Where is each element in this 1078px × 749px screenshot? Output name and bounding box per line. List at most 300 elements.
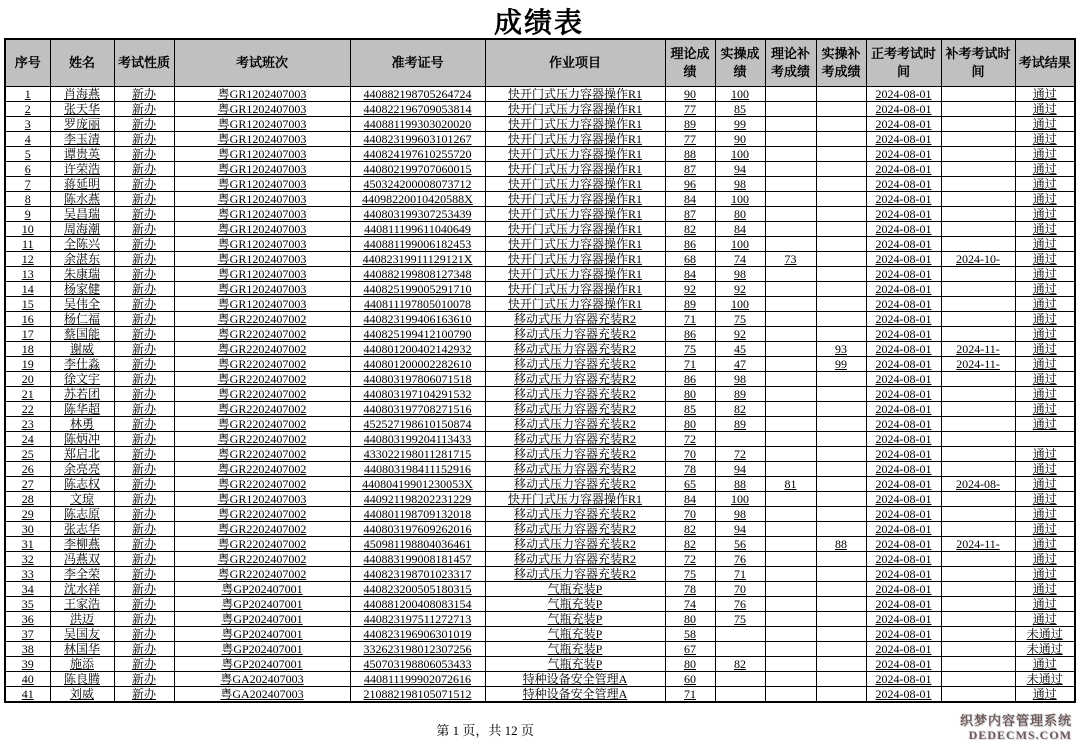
cell-value: 新办 [131, 417, 156, 431]
table-cell [816, 282, 866, 297]
cell-value: 440811199611040649 [364, 222, 471, 236]
cell-value: 85 [684, 402, 696, 416]
cell-value: 2024-08-01 [875, 447, 932, 461]
table-cell [941, 327, 1015, 342]
table-cell [114, 447, 174, 462]
cell-value: 移动式压力容器充装R2 [513, 477, 636, 491]
col-header-work-project: 作业项目 [485, 39, 665, 87]
table-cell [665, 492, 715, 507]
table-cell [866, 657, 941, 672]
table-cell [5, 402, 50, 417]
cell-value: 移动式压力容器充装R2 [513, 372, 636, 386]
cell-value: 新办 [131, 447, 156, 461]
table-cell [1015, 222, 1075, 237]
table-cell [765, 672, 816, 687]
cell-value: 440823196906301019 [363, 627, 472, 641]
cell-value: 452527198610150874 [363, 417, 472, 431]
cell-value: 通过 [1032, 582, 1057, 596]
table-row [5, 507, 1075, 522]
table-cell [941, 402, 1015, 417]
table-cell [866, 177, 941, 192]
table-cell [5, 417, 50, 432]
table-cell [765, 552, 816, 567]
table-cell [866, 117, 941, 132]
table-row [5, 342, 1075, 357]
table-cell [941, 597, 1015, 612]
cell-value: 84 [684, 267, 696, 281]
table-cell [866, 522, 941, 537]
cell-value: 施添 [69, 657, 94, 671]
cell-value: 快开门式压力容器操作R1 [507, 222, 642, 236]
table-cell [715, 267, 765, 282]
table-row [5, 87, 1075, 102]
cell-value: 粤GR2202407002 [217, 477, 307, 491]
cell-value: 20 [21, 372, 34, 386]
table-cell [866, 102, 941, 117]
cell-value: 粤GR2202407002 [217, 417, 307, 431]
table-cell [350, 507, 485, 522]
cell-value: 陈炳冲 [63, 432, 100, 446]
table-cell [665, 207, 715, 222]
table-cell [485, 537, 665, 552]
table-cell [941, 222, 1015, 237]
table-cell [50, 597, 114, 612]
table-cell [50, 522, 114, 537]
cell-value: 440803197104291532 [363, 387, 472, 401]
table-cell [765, 327, 816, 342]
cell-value: 3 [24, 117, 31, 131]
cell-value: 新办 [131, 87, 156, 101]
cell-value: 新办 [131, 687, 156, 701]
cell-value: 新办 [131, 147, 156, 161]
cell-value: 78 [684, 462, 696, 476]
table-cell [174, 582, 350, 597]
cell-value: 24 [21, 432, 34, 446]
table-cell [350, 177, 485, 192]
table-cell [50, 147, 114, 162]
table-cell [765, 567, 816, 582]
cell-value: 李仕淼 [63, 357, 100, 371]
table-cell [485, 402, 665, 417]
cell-value: 特种设备安全管理A [522, 672, 628, 686]
table-cell [665, 657, 715, 672]
score-table-body [5, 87, 1075, 703]
table-cell [715, 552, 765, 567]
table-cell [715, 417, 765, 432]
cell-value: 新办 [131, 462, 156, 476]
table-cell [765, 87, 816, 102]
table-cell [715, 147, 765, 162]
table-cell [715, 447, 765, 462]
cell-value: 粤GR2202407002 [217, 462, 307, 476]
table-cell [50, 372, 114, 387]
cell-value: 新办 [131, 507, 156, 521]
table-row [5, 402, 1075, 417]
table-cell [50, 582, 114, 597]
table-cell [350, 222, 485, 237]
table-cell [174, 237, 350, 252]
cell-value: 31 [21, 537, 34, 551]
cell-value: 通过 [1032, 552, 1057, 566]
cell-value: 蔡国能 [63, 327, 100, 341]
cell-value: 吴昌瑞 [63, 207, 100, 221]
table-cell [816, 252, 866, 267]
table-cell [715, 387, 765, 402]
cell-value: 通过 [1032, 387, 1057, 401]
table-row [5, 462, 1075, 477]
cell-value: 移动式压力容器充装R2 [513, 462, 636, 476]
cell-value: 粤GR1202407003 [217, 117, 307, 131]
cell-value: 89 [684, 117, 696, 131]
cell-value: 18 [21, 342, 34, 356]
table-cell [5, 507, 50, 522]
table-cell [941, 132, 1015, 147]
cell-value: 44080419901230053X [362, 477, 473, 491]
table-cell [1015, 132, 1075, 147]
cell-value: 100 [731, 297, 749, 311]
table-cell [816, 267, 866, 282]
table-cell [1015, 237, 1075, 252]
table-cell [114, 192, 174, 207]
cell-value: 粤GR2202407002 [217, 507, 307, 521]
cell-value: 通过 [1032, 537, 1057, 551]
cell-value: 2024-11- [956, 357, 1000, 371]
table-cell [174, 327, 350, 342]
col-header-theory-score: 理论成绩 [665, 39, 715, 87]
table-cell [1015, 327, 1075, 342]
cell-value: 快开门式压力容器操作R1 [507, 87, 642, 101]
table-cell [485, 387, 665, 402]
cell-value: 2024-08-01 [875, 507, 932, 521]
table-cell [665, 552, 715, 567]
cell-value: 45 [734, 342, 746, 356]
table-cell [866, 687, 941, 703]
cell-value: 通过 [1032, 252, 1057, 266]
table-cell [485, 582, 665, 597]
table-cell [5, 222, 50, 237]
table-cell [114, 222, 174, 237]
table-cell [941, 102, 1015, 117]
cell-value: 通过 [1032, 87, 1057, 101]
page-title: 成绩表 [493, 8, 584, 39]
cell-value: 89 [734, 417, 746, 431]
cell-value: 440803198411152916 [363, 462, 472, 476]
table-cell [1015, 162, 1075, 177]
cell-value: 文琼 [69, 492, 94, 506]
cell-value: 通过 [1032, 282, 1057, 296]
table-cell [50, 267, 114, 282]
table-cell [866, 387, 941, 402]
cell-value: 移动式压力容器充装R2 [513, 357, 636, 371]
table-cell [485, 117, 665, 132]
cell-value: 440801198709132018 [363, 507, 472, 521]
table-cell [485, 357, 665, 372]
cell-value: 未通过 [1026, 642, 1063, 656]
table-row [5, 417, 1075, 432]
cell-value: 2024-08-01 [875, 642, 932, 656]
table-cell [941, 207, 1015, 222]
cell-value: 快开门式压力容器操作R1 [507, 192, 642, 206]
table-cell [174, 192, 350, 207]
table-cell [485, 342, 665, 357]
cell-value: 粤GR1202407003 [217, 222, 307, 236]
table-cell [350, 582, 485, 597]
table-cell [5, 252, 50, 267]
table-cell [665, 222, 715, 237]
cell-value: 440881199006182453 [363, 237, 472, 251]
table-cell [665, 237, 715, 252]
table-cell [114, 177, 174, 192]
cell-value: 粤GP202407001 [221, 642, 303, 656]
cell-value: 通过 [1032, 117, 1057, 131]
table-cell [5, 87, 50, 102]
table-row [5, 327, 1075, 342]
table-cell [114, 432, 174, 447]
cell-value: 新办 [131, 372, 156, 386]
table-cell [350, 192, 485, 207]
cell-value: 吴国友 [63, 627, 100, 641]
cell-value: 新办 [131, 192, 156, 206]
table-cell [1015, 177, 1075, 192]
cell-value: 新办 [131, 552, 156, 566]
cell-value: 2024-08-01 [875, 267, 932, 281]
cell-value: 2024-08-01 [875, 207, 932, 221]
table-cell [174, 402, 350, 417]
cell-value: 44098220010420588X [362, 192, 473, 206]
table-cell [765, 402, 816, 417]
cell-value: 余湛东 [63, 252, 100, 266]
table-cell [665, 612, 715, 627]
cell-value: 58 [684, 627, 696, 641]
table-cell [114, 162, 174, 177]
table-cell [174, 417, 350, 432]
table-cell [715, 402, 765, 417]
cell-value: 440881199303020020 [363, 117, 472, 131]
cell-value: 440823197511272713 [363, 612, 472, 626]
table-cell [174, 147, 350, 162]
cell-value: 通过 [1032, 132, 1057, 146]
table-cell [941, 297, 1015, 312]
cell-value: 29 [21, 507, 34, 521]
cell-value: 通过 [1032, 402, 1057, 416]
table-cell [715, 372, 765, 387]
cell-value: 450703198806053433 [363, 657, 472, 671]
cell-value: 移动式压力容器充装R2 [513, 417, 636, 431]
table-row [5, 222, 1075, 237]
table-cell [350, 207, 485, 222]
cell-value: 82 [734, 402, 746, 416]
cell-value: 41 [21, 687, 34, 701]
cell-value: 移动式压力容器充装R2 [513, 402, 636, 416]
table-row [5, 657, 1075, 672]
table-cell [941, 642, 1015, 657]
cell-value: 通过 [1032, 417, 1057, 431]
table-cell [174, 252, 350, 267]
table-cell [350, 612, 485, 627]
table-cell [485, 192, 665, 207]
table-cell [5, 237, 50, 252]
cell-value: 新办 [131, 312, 156, 326]
table-cell [5, 177, 50, 192]
table-cell [866, 627, 941, 642]
cell-value: 粤GR1202407003 [217, 147, 307, 161]
cell-value: 13 [21, 267, 34, 281]
table-cell [5, 492, 50, 507]
cell-value: 440882198705264724 [363, 87, 472, 101]
table-cell [174, 207, 350, 222]
table-cell [485, 687, 665, 703]
table-cell [114, 672, 174, 687]
table-cell [866, 672, 941, 687]
table-cell [941, 342, 1015, 357]
cell-value: 98 [734, 177, 746, 191]
table-cell [50, 132, 114, 147]
table-cell [715, 522, 765, 537]
cell-value: 通过 [1032, 477, 1057, 491]
table-cell [765, 372, 816, 387]
cell-value: 2024-08-01 [875, 432, 932, 446]
table-cell [941, 672, 1015, 687]
cell-value: 通过 [1032, 237, 1057, 251]
cell-value: 快开门式压力容器操作R1 [507, 162, 642, 176]
table-cell [765, 297, 816, 312]
cell-value: 移动式压力容器充装R2 [513, 342, 636, 356]
table-cell [114, 657, 174, 672]
table-cell [765, 507, 816, 522]
cell-value: 2024-08-01 [875, 492, 932, 506]
table-cell [816, 447, 866, 462]
table-cell [816, 117, 866, 132]
cell-value: 2024-08-01 [875, 627, 932, 641]
cell-value: 26 [21, 462, 34, 476]
table-cell [941, 252, 1015, 267]
cell-value: 通过 [1032, 357, 1057, 371]
table-cell [50, 312, 114, 327]
table-cell [114, 342, 174, 357]
table-cell [174, 462, 350, 477]
col-header-practical-score: 实操成绩 [715, 39, 765, 87]
cell-value: 440823198701023317 [363, 567, 472, 581]
cell-value: 9 [24, 207, 31, 221]
table-cell [174, 342, 350, 357]
table-cell [485, 312, 665, 327]
table-cell [50, 507, 114, 522]
table-cell [5, 597, 50, 612]
table-cell [866, 162, 941, 177]
cell-value: 陈华超 [63, 402, 100, 416]
table-cell [665, 357, 715, 372]
cell-value: 2 [24, 102, 31, 116]
table-cell [5, 162, 50, 177]
cell-value: 80 [684, 417, 696, 431]
table-cell [866, 567, 941, 582]
table-cell [5, 462, 50, 477]
cell-value: 李全荣 [63, 567, 100, 581]
table-cell [485, 267, 665, 282]
cell-value: 25 [21, 447, 34, 461]
cell-value: 450324200008073712 [363, 177, 472, 191]
cell-value: 99 [835, 357, 847, 371]
table-cell [765, 462, 816, 477]
table-cell [665, 417, 715, 432]
cell-value: 吴伟全 [63, 297, 100, 311]
table-cell [1015, 537, 1075, 552]
table-cell [174, 132, 350, 147]
table-cell [5, 132, 50, 147]
cell-value: 94 [734, 522, 746, 536]
table-cell [1015, 372, 1075, 387]
table-cell [765, 582, 816, 597]
cell-value: 杨仁福 [63, 312, 100, 326]
table-row [5, 252, 1075, 267]
cell-value: 王家浩 [63, 597, 100, 611]
cell-value: 82 [734, 657, 746, 671]
cell-value: 88 [835, 537, 847, 551]
cell-value: 冯燕双 [63, 552, 100, 566]
cell-value: 2024-08-01 [875, 297, 932, 311]
table-cell [1015, 462, 1075, 477]
cell-value: 72 [734, 447, 746, 461]
cell-value: 440881200408083154 [363, 597, 472, 611]
table-cell [665, 147, 715, 162]
table-cell [114, 417, 174, 432]
table-cell [5, 297, 50, 312]
table-cell [941, 162, 1015, 177]
cell-value: 85 [734, 102, 746, 116]
table-cell [866, 462, 941, 477]
table-cell [715, 537, 765, 552]
table-row [5, 207, 1075, 222]
table-row [5, 627, 1075, 642]
table-cell [485, 252, 665, 267]
cell-value: 2024-08-01 [875, 327, 932, 341]
table-cell [114, 297, 174, 312]
table-cell [816, 642, 866, 657]
table-cell [5, 537, 50, 552]
cell-value: 2024-08-01 [875, 657, 932, 671]
table-cell [485, 597, 665, 612]
table-cell [485, 297, 665, 312]
table-cell [715, 627, 765, 642]
col-header-exam-class: 考试班次 [174, 39, 350, 87]
table-cell [350, 267, 485, 282]
table-cell [816, 507, 866, 522]
table-row [5, 567, 1075, 582]
cell-value: 快开门式压力容器操作R1 [507, 102, 642, 116]
table-cell [485, 237, 665, 252]
table-cell [765, 642, 816, 657]
table-cell [1015, 87, 1075, 102]
table-cell [866, 492, 941, 507]
table-cell [816, 87, 866, 102]
cell-value: 粤GR1202407003 [217, 177, 307, 191]
cell-value: 67 [684, 642, 696, 656]
table-cell [174, 87, 350, 102]
cell-value: 陈志原 [63, 507, 100, 521]
cell-value: 通过 [1032, 327, 1057, 341]
table-cell [174, 432, 350, 447]
table-cell [5, 672, 50, 687]
table-cell [941, 432, 1015, 447]
cell-value: 通过 [1032, 612, 1057, 626]
cell-value: 72 [684, 432, 696, 446]
cell-value: 440822196709053814 [363, 102, 472, 116]
table-row [5, 432, 1075, 447]
table-cell [866, 507, 941, 522]
table-cell [665, 582, 715, 597]
cell-value: 60 [684, 672, 696, 686]
table-cell [866, 447, 941, 462]
